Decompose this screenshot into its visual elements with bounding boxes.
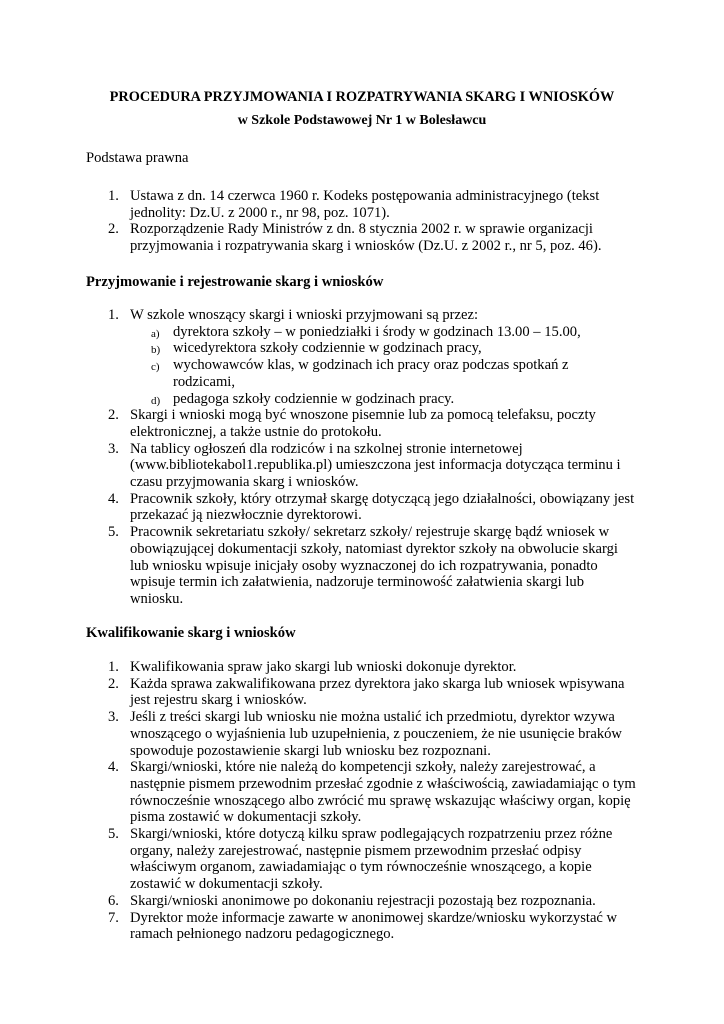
list-item-text: Skargi/wnioski, które dotyczą kilku spraw podlegających rozpatrzeniu przez różne organy, należy zarejestrować, następnie pismem przewodnim przesłać odpisy właściwym organom, zawiadamiając o tym równocześnie wnoszącego, a kopie zostawić w dokumentacji szkoły. <box>130 826 613 893</box>
sub-list-item <box>130 391 603 408</box>
list-item-text: Skargi/wnioski, które nie należą do kompetencji szkoły, należy zarejestrować, a następnie pismem przewodnim przesłać zgodnie z właściwością, zawiadamiając o tym równocześnie wnoszącego albo zwrócić mu sprawę wskazując właściwy organ, kopię pisma zostawić w dokumentacji szkoły. <box>130 759 636 826</box>
list-number: 1. <box>108 188 119 204</box>
sub-list-letter: c) <box>151 361 160 374</box>
list-item-text: Skargi i wnioski mogą być wnoszone pisemnie lub za pomocą telefaksu, poczty elektronicznej, a także ustnie do protokołu. <box>130 407 596 440</box>
list-item <box>0 759 640 826</box>
list-item-text: Skargi/wnioski anonimowe po dokonaniu rejestracji pozostają bez rozpoznania. <box>130 892 596 909</box>
list-number: 1. <box>108 659 119 675</box>
list-number: 6. <box>108 892 119 909</box>
sub-list-item-text: dyrektora szkoły – w poniedziałki i środy w godzinach 13.00 – 15.00, <box>173 323 581 340</box>
list-item <box>0 676 640 709</box>
document-subtitle: w Szkole Podstawowej Nr 1 w Bolesławcu <box>237 113 487 128</box>
list-item-text: Pracownik sekretariatu szkoły/ sekretarz szkoły/ rejestruje skargę bądź wniosek w obowiązującej dokumentacji szkoły, natomiast dyrektor szkoły na obwolucie skargi lub wniosku wpisuje inicjały osoby wyznaczonej do ich rozpatrywania, ponadto wpisuje termin ich załatwienia, nadzoruje terminowość załatwienia skargi lub wniosku. <box>130 524 618 607</box>
list-number: 2. <box>108 675 119 692</box>
list-item-text: Dyrektor może informacje zawarte w anonimowej skardze/wniosku wykorzystać w ramach pełnionego nadzoru pedagogicznego. <box>130 909 618 943</box>
list-item <box>0 893 640 910</box>
list-number: 5. <box>108 826 119 843</box>
list-item-text: Każda sprawa zakwalifikowana przez dyrektora jako skarga lub wniosek wpisywana jest rejestru skarg i wniosków. <box>130 675 625 709</box>
list-item-text: Kwalifikowania spraw jako skargi lub wnioski dokonuje dyrektor. <box>130 659 517 675</box>
list-number: 5. <box>108 524 119 541</box>
section-heading-receiving: Przyjmowanie i rejestrowanie skarg i wniosków <box>86 274 384 290</box>
sub-list-item <box>130 324 603 341</box>
list-number: 4. <box>108 759 119 776</box>
document-title: PROCEDURA PRZYJMOWANIA I ROZPATRYWANIA SKARG I WNIOSKÓW <box>109 89 615 105</box>
sub-list-item <box>130 340 603 357</box>
list-item <box>0 826 640 893</box>
list-number: 3. <box>108 440 119 457</box>
list-number: 4. <box>108 490 119 507</box>
list-item-text: Jeśli z treści skargi lub wniosku nie można ustalić ich przedmiotu, dyrektor wzywa wnoszącego o wyjaśnienia lub uzupełnienia, z pouczeniem, że nie usunięcie braków spowoduje pozostawienie skargi lub wniosku bez rozpoznani. <box>130 709 622 759</box>
sub-list-item-text: wychowawców klas, w godzinach ich pracy oraz podczas spotkań z rodzicami, <box>173 357 569 390</box>
list-item <box>0 910 640 943</box>
list-item-text: Pracownik szkoły, który otrzymał skargę dotyczącą jego działalności, obowiązany jest przekazać ją niezwłocznie dyrektorowi. <box>130 490 635 524</box>
legal-basis-list <box>0 188 724 255</box>
sub-list-letter: b) <box>151 344 161 357</box>
list-item <box>0 491 640 524</box>
sub-list-item <box>130 357 603 390</box>
list-item-text: Ustawa z dn. 14 czerwca 1960 r. Kodeks postępowania administracyjnego (tekst jednolity: Dz.U. z 2000 r., nr 98, poz. 1071). <box>130 188 600 221</box>
list-item <box>0 407 640 440</box>
list-item-text: W szkole wnoszący skargi i wnioski przyjmowani są przez: <box>130 307 478 323</box>
list-item <box>0 659 640 676</box>
list-item <box>0 307 640 407</box>
section-heading-qualifying: Kwalifikowanie skarg i wniosków <box>86 625 296 641</box>
list-number: 7. <box>108 909 119 926</box>
list-item-text: Na tablicy ogłoszeń dla rodziców i na szkolnej stronie internetowej (www.bibliotekabol1.republika.pl) umieszczona jest informacja dotycząca terminu i czasu przyjmowania skarg i wniosków. <box>130 440 621 491</box>
sub-list-letter: a) <box>151 327 160 340</box>
list-item <box>0 188 640 221</box>
list-number: 2. <box>108 407 119 424</box>
list-number: 2. <box>108 221 119 238</box>
list-item <box>0 441 640 491</box>
sub-list-item-text: pedagoga szkoły codziennie w godzinach pracy. <box>173 390 455 407</box>
list-item <box>0 709 640 759</box>
list-item-text: Rozporządzenie Rady Ministrów z dn. 8 stycznia 2002 r. w sprawie organizacji przyjmowania i rozpatrywania skarg i wniosków (Dz.U. z 2002 r., nr 5, poz. 46). <box>130 221 602 255</box>
list-item <box>0 524 640 608</box>
sub-list <box>130 324 640 408</box>
sub-list-item-text: wicedyrektora szkoły codziennie w godzinach pracy, <box>173 340 482 357</box>
list-number: 1. <box>108 307 119 323</box>
list-item <box>0 221 640 254</box>
receiving-list <box>0 307 724 608</box>
legal-basis-heading: Podstawa prawna <box>86 150 189 166</box>
sub-list-letter: d) <box>151 394 161 407</box>
list-number: 3. <box>108 709 119 726</box>
qualifying-list <box>0 659 724 943</box>
